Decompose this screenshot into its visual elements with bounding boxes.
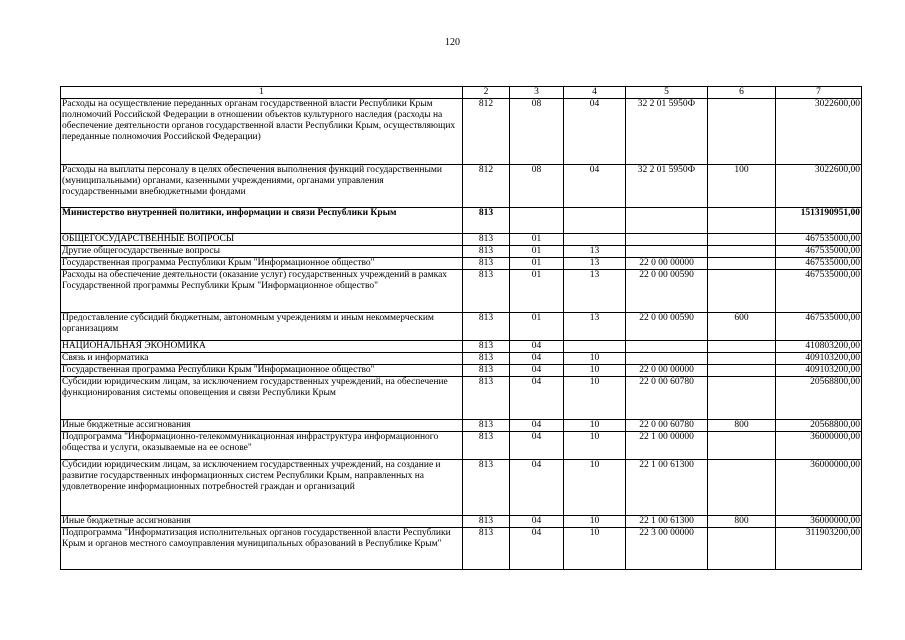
column-header: 1 — [61, 87, 463, 99]
row-sum: 36000000,00 — [776, 460, 862, 516]
row-pr: 13 — [564, 270, 626, 313]
row-rz: 01 — [510, 234, 564, 246]
row-vr — [708, 234, 776, 246]
row-cs: 22 3 00 00000 — [626, 528, 708, 570]
row-rz: 04 — [510, 420, 564, 432]
row-gr: 813 — [463, 258, 510, 270]
row-pr: 10 — [564, 432, 626, 460]
row-rz: 01 — [510, 258, 564, 270]
table-row — [61, 258, 862, 270]
row-sum: 20568800,00 — [776, 420, 862, 432]
row-name: Расходы на обеспечение деятельности (оказание услуг) государственных учреждений в рамках Государственной программы Республики Крым "Информационное общество" — [61, 270, 463, 313]
table-row — [61, 432, 862, 460]
table-row — [61, 365, 862, 377]
row-vr — [708, 246, 776, 258]
row-gr: 813 — [463, 432, 510, 460]
row-cs: 22 0 00 60780 — [626, 420, 708, 432]
budget-table — [60, 86, 862, 570]
row-pr: 04 — [564, 165, 626, 208]
row-sum: 467535000,00 — [776, 258, 862, 270]
column-header: 3 — [510, 87, 564, 99]
table-row — [61, 460, 862, 516]
row-gr: 813 — [463, 234, 510, 246]
row-vr: 600 — [708, 313, 776, 341]
row-vr: 800 — [708, 420, 776, 432]
row-pr: 04 — [564, 99, 626, 165]
table-row — [61, 234, 862, 246]
row-cs: 22 0 00 60780 — [626, 377, 708, 420]
row-sum: 311903200,00 — [776, 528, 862, 570]
row-gr: 813 — [463, 313, 510, 341]
row-vr — [708, 460, 776, 516]
row-rz: 01 — [510, 246, 564, 258]
row-pr — [564, 234, 626, 246]
row-cs — [626, 208, 708, 234]
row-pr — [564, 208, 626, 234]
column-header: 4 — [564, 87, 626, 99]
column-header: 6 — [708, 87, 776, 99]
row-name: Расходы на осуществление переданных органам государственной власти Республики Крым полномочий Российской Федерации в отношении объектов культурного наследия (расходы на обеспечение деятельности органов государственной власти Республики Крым, осуществляющих переданные полномочия Российской Федерации) — [61, 99, 463, 165]
row-rz: 04 — [510, 528, 564, 570]
row-pr: 10 — [564, 365, 626, 377]
row-vr — [708, 258, 776, 270]
row-cs: 22 0 00 00590 — [626, 270, 708, 313]
row-rz: 04 — [510, 353, 564, 365]
row-name: Субсидии юридическим лицам, за исключением государственных учреждений, на обеспечение функционирования системы оповещения и связи Республики Крым — [61, 377, 463, 420]
row-gr: 813 — [463, 246, 510, 258]
row-vr: 800 — [708, 516, 776, 528]
row-name: Другие общегосударственные вопросы — [61, 246, 463, 258]
row-vr — [708, 528, 776, 570]
row-sum: 36000000,00 — [776, 516, 862, 528]
row-cs — [626, 353, 708, 365]
table-row — [61, 377, 862, 420]
row-name: Предоставление субсидий бюджетным, автономным учреждениям и иным некоммерческим организациям — [61, 313, 463, 341]
row-vr — [708, 365, 776, 377]
row-name: ОБЩЕГОСУДАРСТВЕННЫЕ ВОПРОСЫ — [61, 234, 463, 246]
table-row — [61, 313, 862, 341]
row-sum: 20568800,00 — [776, 377, 862, 420]
row-name: Иные бюджетные ассигнования — [61, 420, 463, 432]
row-name: Иные бюджетные ассигнования — [61, 516, 463, 528]
row-rz: 08 — [510, 99, 564, 165]
row-vr — [708, 208, 776, 234]
table-row — [61, 420, 862, 432]
row-pr: 10 — [564, 528, 626, 570]
row-rz: 01 — [510, 270, 564, 313]
row-name: Государственная программа Республики Крым "Информационное общество" — [61, 365, 463, 377]
row-cs: 22 1 00 61300 — [626, 516, 708, 528]
row-vr: 100 — [708, 165, 776, 208]
row-rz: 04 — [510, 341, 564, 353]
row-name: Субсидии юридическим лицам, за исключением государственных учреждений, на создание и развитие государственных информационных систем Республики Крым, направленных на удовлетворение информационных потребностей граждан и организаций — [61, 460, 463, 516]
table-row — [61, 353, 862, 365]
row-name: Министерство внутренней политики, информации и связи Республики Крым — [61, 208, 463, 234]
row-vr — [708, 377, 776, 420]
row-name: Подпрограмма "Информационно-телекоммуникационная инфраструктура информационного общества и услуги, оказываемые на ее основе" — [61, 432, 463, 460]
row-sum: 409103200,00 — [776, 353, 862, 365]
row-cs: 22 0 00 00000 — [626, 365, 708, 377]
row-gr: 813 — [463, 516, 510, 528]
row-rz: 04 — [510, 460, 564, 516]
row-pr: 13 — [564, 258, 626, 270]
row-vr — [708, 341, 776, 353]
row-cs: 22 0 00 00000 — [626, 258, 708, 270]
row-pr: 10 — [564, 353, 626, 365]
column-header: 2 — [463, 87, 510, 99]
row-rz: 04 — [510, 377, 564, 420]
row-sum: 409103200,00 — [776, 365, 862, 377]
table-row — [61, 528, 862, 570]
row-name: Подпрограмма "Информатизация исполнительных органов государственной власти Республики Крым и органов местного самоуправления муниципальных образований в Республике Крым" — [61, 528, 463, 570]
row-rz: 08 — [510, 165, 564, 208]
row-rz: 04 — [510, 365, 564, 377]
row-vr — [708, 353, 776, 365]
row-sum: 467535000,00 — [776, 270, 862, 313]
row-pr: 13 — [564, 313, 626, 341]
row-sum: 467535000,00 — [776, 313, 862, 341]
row-pr: 10 — [564, 420, 626, 432]
column-header: 5 — [626, 87, 708, 99]
table-row — [61, 99, 862, 165]
row-cs: 32 2 01 5950Ф — [626, 165, 708, 208]
row-cs: 22 1 00 61300 — [626, 460, 708, 516]
row-cs — [626, 246, 708, 258]
row-sum: 3022600,00 — [776, 165, 862, 208]
row-sum: 467535000,00 — [776, 234, 862, 246]
row-pr: 10 — [564, 516, 626, 528]
row-rz — [510, 208, 564, 234]
row-cs: 22 1 00 00000 — [626, 432, 708, 460]
row-sum: 3022600,00 — [776, 99, 862, 165]
table-row — [61, 341, 862, 353]
row-gr: 813 — [463, 270, 510, 313]
row-sum: 1513190951,00 — [776, 208, 862, 234]
table-row — [61, 516, 862, 528]
row-sum: 36000000,00 — [776, 432, 862, 460]
row-rz: 04 — [510, 432, 564, 460]
row-name: Связь и информатика — [61, 353, 463, 365]
row-sum: 410803200,00 — [776, 341, 862, 353]
row-gr: 813 — [463, 528, 510, 570]
row-gr: 813 — [463, 420, 510, 432]
row-sum: 467535000,00 — [776, 246, 862, 258]
page-number: 120 — [445, 37, 460, 48]
table-row — [61, 246, 862, 258]
row-gr: 813 — [463, 460, 510, 516]
row-cs — [626, 341, 708, 353]
row-pr — [564, 341, 626, 353]
row-rz: 01 — [510, 313, 564, 341]
table-row — [61, 208, 862, 234]
row-pr: 13 — [564, 246, 626, 258]
row-vr — [708, 432, 776, 460]
row-gr: 812 — [463, 99, 510, 165]
table-header-row — [61, 87, 862, 99]
row-name: Расходы на выплаты персоналу в целях обеспечения выполнения функций государственными (муниципальными) органами, казенными учреждениями, органами управления государственными внебюджетными фондами — [61, 165, 463, 208]
row-pr: 10 — [564, 377, 626, 420]
table-row — [61, 270, 862, 313]
row-cs — [626, 234, 708, 246]
row-gr: 813 — [463, 365, 510, 377]
row-vr — [708, 99, 776, 165]
row-name: НАЦИОНАЛЬНАЯ ЭКОНОМИКА — [61, 341, 463, 353]
row-gr: 813 — [463, 341, 510, 353]
row-rz: 04 — [510, 516, 564, 528]
column-header: 7 — [776, 87, 862, 99]
row-cs: 32 2 01 5950Ф — [626, 99, 708, 165]
row-gr: 813 — [463, 377, 510, 420]
row-gr: 813 — [463, 353, 510, 365]
row-name: Государственная программа Республики Крым "Информационное общество" — [61, 258, 463, 270]
row-pr: 10 — [564, 460, 626, 516]
table-row — [61, 165, 862, 208]
row-gr: 813 — [463, 208, 510, 234]
row-vr — [708, 270, 776, 313]
row-gr: 812 — [463, 165, 510, 208]
row-cs: 22 0 00 00590 — [626, 313, 708, 341]
